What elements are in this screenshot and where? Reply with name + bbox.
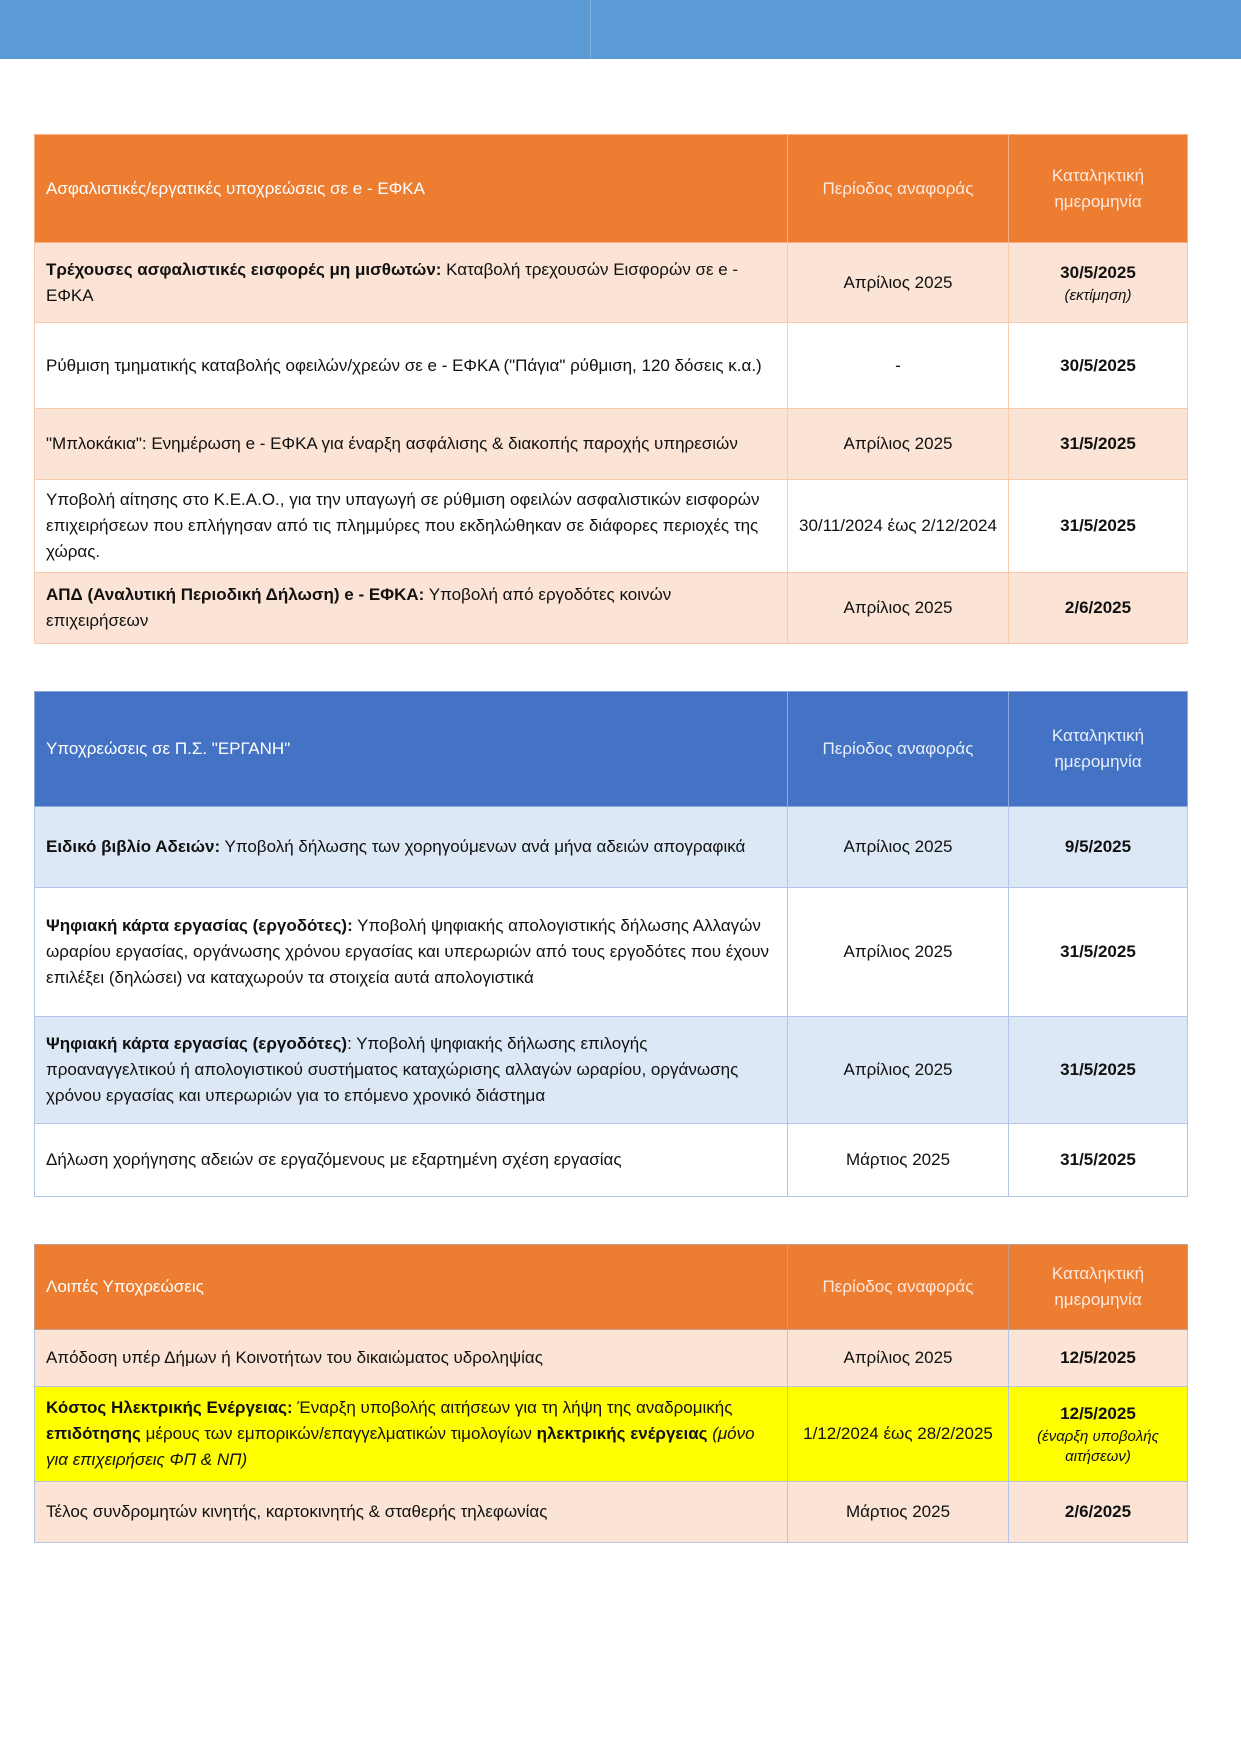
column-header-period: Περίοδος αναφοράς bbox=[788, 1245, 1009, 1330]
table-header-row bbox=[35, 1245, 1188, 1330]
deadline-cell: 30/5/2025 bbox=[1009, 323, 1188, 409]
obligation-description: Τέλος συνδρομητών κινητής, καρτοκινητής & σταθερής τηλεφωνίας bbox=[35, 1482, 788, 1543]
obligation-description: Κόστος Ηλεκτρικής Ενέργειας: Έναρξη υποβολής αιτήσεων για τη λήψη της αναδρομικής επιδότησης μέρους των εμπορικών/επαγγελματικών τιμολογίων ηλεκτρικής ενέργειας (μόνο για επιχειρήσεις ΦΠ & ΝΠ) bbox=[35, 1387, 788, 1482]
deadline-cell: 9/5/2025 bbox=[1009, 807, 1188, 888]
reference-period: Απρίλιος 2025 bbox=[788, 1017, 1009, 1124]
table-row bbox=[35, 1124, 1188, 1197]
reference-period: 1/12/2024 έως 28/2/2025 bbox=[788, 1387, 1009, 1482]
table-row bbox=[35, 1017, 1188, 1124]
reference-period: Απρίλιος 2025 bbox=[788, 807, 1009, 888]
reference-period: Απρίλιος 2025 bbox=[788, 409, 1009, 480]
table-row bbox=[35, 573, 1188, 644]
section-title: Λοιπές Υποχρεώσεις bbox=[35, 1245, 788, 1330]
table-row bbox=[35, 409, 1188, 480]
header-divider bbox=[590, 0, 591, 59]
obligation-description: Ειδικό βιβλίο Αδειών: Υποβολή δήλωσης των χορηγούμενων ανά μήνα αδειών απογραφικά bbox=[35, 807, 788, 888]
reference-period: Απρίλιος 2025 bbox=[788, 1330, 1009, 1387]
efka-obligations-table bbox=[34, 134, 1188, 644]
obligation-description: Ψηφιακή κάρτα εργασίας (εργοδότες): Υποβολή ψηφιακής δήλωσης επιλογής προαναγγελτικού ή απολογιστικού συστήματος καταχώρισης αλλαγών ωραρίου, οργάνωσης χρόνου εργασίας και υπερωριών για το επόμενο χρονικό διάστημα bbox=[35, 1017, 788, 1124]
table-row bbox=[35, 1330, 1188, 1387]
reference-period: Μάρτιος 2025 bbox=[788, 1482, 1009, 1543]
section-title: Ασφαλιστικές/εργατικές υποχρεώσεις σε e - ΕΦΚΑ bbox=[35, 135, 788, 243]
table-row bbox=[35, 243, 1188, 323]
table-row bbox=[35, 807, 1188, 888]
reference-period: Απρίλιος 2025 bbox=[788, 888, 1009, 1017]
table-row bbox=[35, 480, 1188, 573]
obligation-description: "Μπλοκάκια": Ενημέρωση e - ΕΦΚΑ για έναρξη ασφάλισης & διακοπής παροχής υπηρεσιών bbox=[35, 409, 788, 480]
obligation-description: Ψηφιακή κάρτα εργασίας (εργοδότες): Υποβολή ψηφιακής απολογιστικής δήλωσης Αλλαγών ωραρίου εργασίας, οργάνωσης χρόνου εργασίας και υπερωριών από τους εργοδότες που έχουν επιλέξει (δηλώσει) να καταχωρούν τα στοιχεία αυτά απολογιστικά bbox=[35, 888, 788, 1017]
deadline-cell: 31/5/2025 bbox=[1009, 888, 1188, 1017]
deadline-cell: 31/5/2025 bbox=[1009, 409, 1188, 480]
column-header-deadline: Καταληκτική ημερομηνία bbox=[1009, 135, 1188, 243]
deadline-cell: 12/5/2025 bbox=[1009, 1330, 1188, 1387]
obligation-description: Ρύθμιση τμηματικής καταβολής οφειλών/χρεών σε e - ΕΦΚΑ ("Πάγια" ρύθμιση, 120 δόσεις κ.α.) bbox=[35, 323, 788, 409]
table-header-row bbox=[35, 135, 1188, 243]
deadline-note: (εκτίμηση) bbox=[1064, 286, 1132, 304]
section-title: Υποχρεώσεις σε Π.Σ. "ΕΡΓΑΝΗ" bbox=[35, 692, 788, 807]
table-row bbox=[35, 1482, 1188, 1543]
column-header-deadline: Καταληκτική ημερομηνία bbox=[1009, 692, 1188, 807]
deadline-cell: 2/6/2025 bbox=[1009, 573, 1188, 644]
reference-period: - bbox=[788, 323, 1009, 409]
reference-period: 30/11/2024 έως 2/12/2024 bbox=[788, 480, 1009, 573]
deadline-cell: 31/5/2025 bbox=[1009, 1124, 1188, 1197]
deadline-cell: 31/5/2025 bbox=[1009, 480, 1188, 573]
deadline-cell: 31/5/2025 bbox=[1009, 1017, 1188, 1124]
deadline-cell: 2/6/2025 bbox=[1009, 1482, 1188, 1543]
page-header-bar bbox=[0, 0, 1241, 59]
deadline-note: (έναρξη υποβολής αιτήσεων) bbox=[1037, 1428, 1159, 1465]
column-header-period: Περίοδος αναφοράς bbox=[788, 135, 1009, 243]
deadline-cell: 30/5/2025 (εκτίμηση) bbox=[1009, 243, 1188, 323]
obligation-description: Τρέχουσες ασφαλιστικές εισφορές μη μισθωτών: Καταβολή τρεχουσών Εισφορών σε e - ΕΦΚΑ bbox=[35, 243, 788, 323]
deadline-cell: 12/5/2025 (έναρξη υποβολής αιτήσεων) bbox=[1009, 1387, 1188, 1482]
reference-period: Μάρτιος 2025 bbox=[788, 1124, 1009, 1197]
table-row bbox=[35, 888, 1188, 1017]
column-header-deadline: Καταληκτική ημερομηνία bbox=[1009, 1245, 1188, 1330]
obligation-description: Δήλωση χορήγησης αδειών σε εργαζόμενους με εξαρτημένη σχέση εργασίας bbox=[35, 1124, 788, 1197]
table-row bbox=[35, 323, 1188, 409]
obligation-description: Υποβολή αίτησης στο Κ.Ε.Α.Ο., για την υπαγωγή σε ρύθμιση οφειλών ασφαλιστικών εισφορών επιχειρήσεων που επλήγησαν από τις πλημμύρες που εκδηλώθηκαν σε διάφορες περιοχές της χώρας. bbox=[35, 480, 788, 573]
other-obligations-table bbox=[34, 1244, 1188, 1543]
ergani-obligations-table bbox=[34, 691, 1188, 1197]
reference-period: Απρίλιος 2025 bbox=[788, 243, 1009, 323]
reference-period: Απρίλιος 2025 bbox=[788, 573, 1009, 644]
table-row-highlighted bbox=[35, 1387, 1188, 1482]
obligation-description: Απόδοση υπέρ Δήμων ή Κοινοτήτων του δικαιώματος υδροληψίας bbox=[35, 1330, 788, 1387]
table-header-row bbox=[35, 692, 1188, 807]
obligation-description: ΑΠΔ (Αναλυτική Περιοδική Δήλωση) e - ΕΦΚΑ: Υποβολή από εργοδότες κοινών επιχειρήσεων bbox=[35, 573, 788, 644]
column-header-period: Περίοδος αναφοράς bbox=[788, 692, 1009, 807]
